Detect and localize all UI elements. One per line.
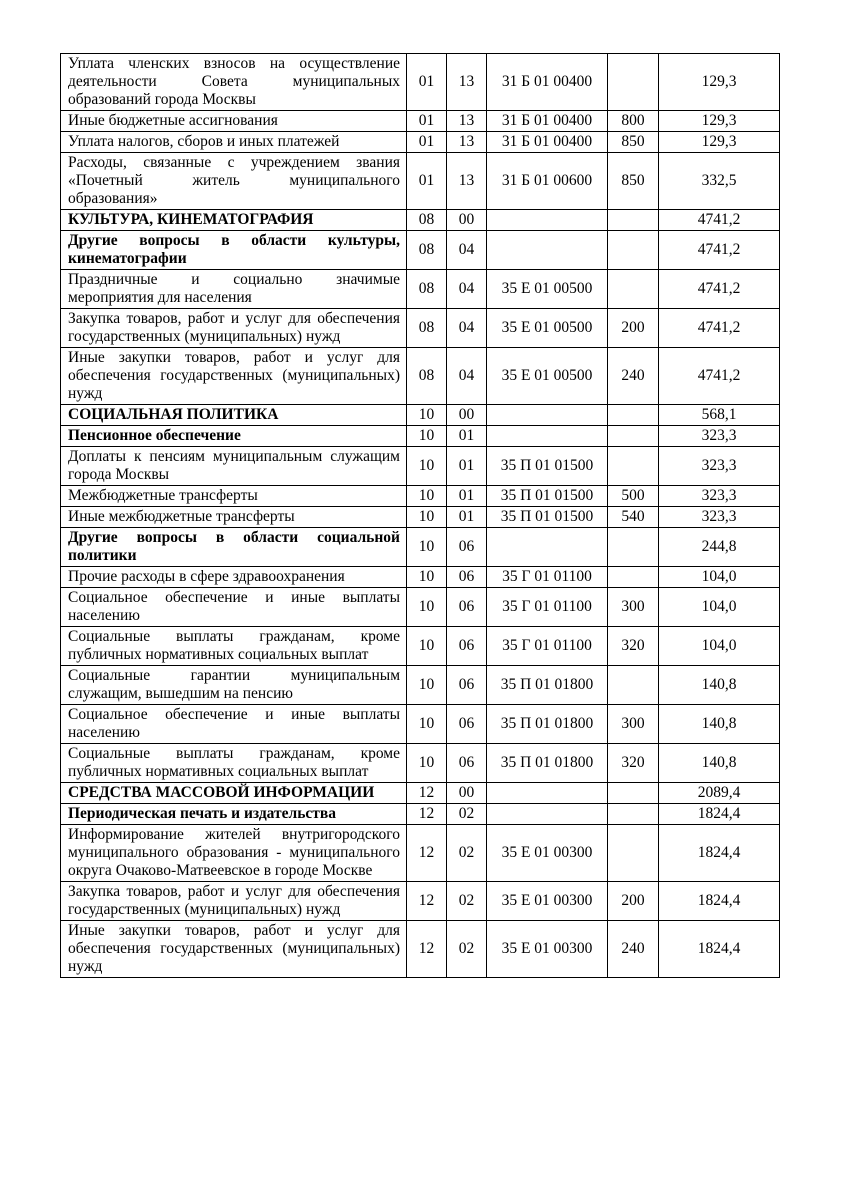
row-section-code-cell: 08 xyxy=(407,270,447,309)
row-subsection-code-cell: 00 xyxy=(447,405,487,426)
row-amount-cell: 104,0 xyxy=(659,627,780,666)
row-amount-cell: 1824,4 xyxy=(659,825,780,882)
row-amount-cell: 323,3 xyxy=(659,507,780,528)
row-section-code-cell: 10 xyxy=(407,567,447,588)
table-row xyxy=(61,804,780,825)
row-subsection-code-cell: 06 xyxy=(447,588,487,627)
row-subsection-code-cell: 13 xyxy=(447,111,487,132)
row-subsection-code-cell: 00 xyxy=(447,783,487,804)
row-subsection-code-cell: 04 xyxy=(447,231,487,270)
row-subsection-code-cell: 13 xyxy=(447,153,487,210)
row-target-article-cell: 35 Е 01 00500 xyxy=(487,270,608,309)
table-row xyxy=(61,231,780,270)
row-subsection-code-cell: 06 xyxy=(447,744,487,783)
row-subsection-code-cell: 01 xyxy=(447,507,487,528)
row-target-article-cell: 35 Г 01 01100 xyxy=(487,567,608,588)
row-name-cell: Социальные выплаты гражданам, кроме публичных нормативных социальных выплат xyxy=(61,744,407,783)
row-expense-type-cell xyxy=(608,783,659,804)
row-section-code-cell: 08 xyxy=(407,348,447,405)
row-subsection-code-cell: 13 xyxy=(447,132,487,153)
row-amount-cell: 129,3 xyxy=(659,132,780,153)
row-name-cell: Доплаты к пенсиям муниципальным служащим города Москвы xyxy=(61,447,407,486)
row-section-code-cell: 01 xyxy=(407,153,447,210)
row-subsection-code-cell: 13 xyxy=(447,54,487,111)
row-amount-cell: 244,8 xyxy=(659,528,780,567)
row-name-cell: Уплата членских взносов на осуществление деятельности Совета муниципальных образований города Москвы xyxy=(61,54,407,111)
row-amount-cell: 104,0 xyxy=(659,567,780,588)
row-name-cell: КУЛЬТУРА, КИНЕМАТОГРАФИЯ xyxy=(61,210,407,231)
row-subsection-code-cell: 06 xyxy=(447,666,487,705)
row-section-code-cell: 08 xyxy=(407,231,447,270)
row-target-article-cell xyxy=(487,783,608,804)
row-expense-type-cell: 200 xyxy=(608,309,659,348)
row-amount-cell: 140,8 xyxy=(659,666,780,705)
row-section-code-cell: 12 xyxy=(407,921,447,978)
row-name-cell: Иные закупки товаров, работ и услуг для обеспечения государственных (муниципальных) нужд xyxy=(61,348,407,405)
table-row xyxy=(61,744,780,783)
row-amount-cell: 140,8 xyxy=(659,705,780,744)
row-subsection-code-cell: 06 xyxy=(447,528,487,567)
table-row xyxy=(61,627,780,666)
table-row xyxy=(61,348,780,405)
table-row xyxy=(61,507,780,528)
table-row xyxy=(61,309,780,348)
row-expense-type-cell: 500 xyxy=(608,486,659,507)
row-expense-type-cell xyxy=(608,54,659,111)
row-amount-cell: 4741,2 xyxy=(659,348,780,405)
row-section-code-cell: 10 xyxy=(407,705,447,744)
row-name-cell: Прочие расходы в сфере здравоохранения xyxy=(61,567,407,588)
row-expense-type-cell xyxy=(608,270,659,309)
row-target-article-cell xyxy=(487,405,608,426)
row-target-article-cell: 35 Е 01 00500 xyxy=(487,348,608,405)
row-target-article-cell: 35 П 01 01500 xyxy=(487,486,608,507)
row-amount-cell: 104,0 xyxy=(659,588,780,627)
row-section-code-cell: 12 xyxy=(407,783,447,804)
row-amount-cell: 1824,4 xyxy=(659,804,780,825)
row-name-cell: Социальные гарантии муниципальным служащим, вышедшим на пенсию xyxy=(61,666,407,705)
row-amount-cell: 323,3 xyxy=(659,447,780,486)
row-section-code-cell: 10 xyxy=(407,588,447,627)
row-target-article-cell: 35 П 01 01500 xyxy=(487,507,608,528)
row-expense-type-cell: 240 xyxy=(608,348,659,405)
row-section-code-cell: 10 xyxy=(407,405,447,426)
row-target-article-cell xyxy=(487,426,608,447)
row-name-cell: Закупка товаров, работ и услуг для обеспечения государственных (муниципальных) нужд xyxy=(61,882,407,921)
table-row xyxy=(61,111,780,132)
row-expense-type-cell xyxy=(608,567,659,588)
table-row xyxy=(61,405,780,426)
row-target-article-cell: 35 П 01 01800 xyxy=(487,744,608,783)
row-name-cell: СОЦИАЛЬНАЯ ПОЛИТИКА xyxy=(61,405,407,426)
row-expense-type-cell: 800 xyxy=(608,111,659,132)
row-subsection-code-cell: 06 xyxy=(447,705,487,744)
row-section-code-cell: 01 xyxy=(407,132,447,153)
row-section-code-cell: 12 xyxy=(407,882,447,921)
row-subsection-code-cell: 02 xyxy=(447,804,487,825)
table-row xyxy=(61,270,780,309)
row-amount-cell: 129,3 xyxy=(659,111,780,132)
row-expense-type-cell: 540 xyxy=(608,507,659,528)
row-target-article-cell: 35 Е 01 00300 xyxy=(487,921,608,978)
table-row xyxy=(61,921,780,978)
table-row xyxy=(61,426,780,447)
row-amount-cell: 4741,2 xyxy=(659,309,780,348)
row-amount-cell: 332,5 xyxy=(659,153,780,210)
table-row xyxy=(61,783,780,804)
row-name-cell: Социальное обеспечение и иные выплаты населению xyxy=(61,705,407,744)
row-section-code-cell: 08 xyxy=(407,309,447,348)
budget-table xyxy=(60,53,780,978)
row-expense-type-cell: 320 xyxy=(608,744,659,783)
row-target-article-cell: 35 Г 01 01100 xyxy=(487,627,608,666)
row-subsection-code-cell: 04 xyxy=(447,309,487,348)
row-name-cell: Социальные выплаты гражданам, кроме публичных нормативных социальных выплат xyxy=(61,627,407,666)
row-target-article-cell xyxy=(487,210,608,231)
table-row xyxy=(61,588,780,627)
row-amount-cell: 4741,2 xyxy=(659,270,780,309)
row-subsection-code-cell: 01 xyxy=(447,426,487,447)
row-expense-type-cell: 850 xyxy=(608,153,659,210)
row-name-cell: Другие вопросы в области культуры, кинематографии xyxy=(61,231,407,270)
row-subsection-code-cell: 04 xyxy=(447,348,487,405)
row-amount-cell: 4741,2 xyxy=(659,231,780,270)
row-expense-type-cell xyxy=(608,210,659,231)
row-expense-type-cell xyxy=(608,528,659,567)
row-expense-type-cell: 300 xyxy=(608,705,659,744)
row-name-cell: Иные бюджетные ассигнования xyxy=(61,111,407,132)
row-amount-cell: 323,3 xyxy=(659,486,780,507)
row-amount-cell: 1824,4 xyxy=(659,921,780,978)
row-target-article-cell: 35 П 01 01500 xyxy=(487,447,608,486)
row-expense-type-cell xyxy=(608,426,659,447)
table-row xyxy=(61,567,780,588)
row-target-article-cell xyxy=(487,804,608,825)
row-section-code-cell: 10 xyxy=(407,528,447,567)
table-row xyxy=(61,210,780,231)
row-section-code-cell: 01 xyxy=(407,111,447,132)
budget-table-body xyxy=(61,54,780,978)
row-section-code-cell: 10 xyxy=(407,447,447,486)
row-section-code-cell: 12 xyxy=(407,804,447,825)
row-expense-type-cell: 300 xyxy=(608,588,659,627)
row-amount-cell: 129,3 xyxy=(659,54,780,111)
row-name-cell: Расходы, связанные с учреждением звания «Почетный житель муниципального образования» xyxy=(61,153,407,210)
row-expense-type-cell: 240 xyxy=(608,921,659,978)
table-row xyxy=(61,153,780,210)
row-name-cell: Другие вопросы в области социальной политики xyxy=(61,528,407,567)
row-section-code-cell: 10 xyxy=(407,507,447,528)
table-row xyxy=(61,705,780,744)
row-subsection-code-cell: 06 xyxy=(447,627,487,666)
row-target-article-cell xyxy=(487,231,608,270)
row-subsection-code-cell: 01 xyxy=(447,447,487,486)
row-target-article-cell: 35 П 01 01800 xyxy=(487,666,608,705)
row-section-code-cell: 10 xyxy=(407,627,447,666)
row-section-code-cell: 10 xyxy=(407,744,447,783)
row-name-cell: Иные закупки товаров, работ и услуг для обеспечения государственных (муниципальных) нужд xyxy=(61,921,407,978)
table-row xyxy=(61,447,780,486)
table-row xyxy=(61,882,780,921)
row-name-cell: Закупка товаров, работ и услуг для обеспечения государственных (муниципальных) нужд xyxy=(61,309,407,348)
row-target-article-cell xyxy=(487,528,608,567)
row-expense-type-cell xyxy=(608,405,659,426)
row-expense-type-cell: 200 xyxy=(608,882,659,921)
row-target-article-cell: 35 Е 01 00500 xyxy=(487,309,608,348)
row-section-code-cell: 01 xyxy=(407,54,447,111)
row-target-article-cell: 35 Е 01 00300 xyxy=(487,882,608,921)
row-expense-type-cell xyxy=(608,231,659,270)
table-row xyxy=(61,528,780,567)
row-section-code-cell: 12 xyxy=(407,825,447,882)
table-row xyxy=(61,666,780,705)
table-row xyxy=(61,132,780,153)
row-expense-type-cell xyxy=(608,447,659,486)
row-subsection-code-cell: 06 xyxy=(447,567,487,588)
row-expense-type-cell xyxy=(608,825,659,882)
row-subsection-code-cell: 04 xyxy=(447,270,487,309)
table-row xyxy=(61,825,780,882)
row-name-cell: Межбюджетные трансферты xyxy=(61,486,407,507)
row-subsection-code-cell: 01 xyxy=(447,486,487,507)
row-name-cell: Пенсионное обеспечение xyxy=(61,426,407,447)
row-amount-cell: 568,1 xyxy=(659,405,780,426)
row-amount-cell: 2089,4 xyxy=(659,783,780,804)
row-section-code-cell: 10 xyxy=(407,666,447,705)
row-expense-type-cell: 320 xyxy=(608,627,659,666)
row-expense-type-cell: 850 xyxy=(608,132,659,153)
row-expense-type-cell xyxy=(608,804,659,825)
row-name-cell: Периодическая печать и издательства xyxy=(61,804,407,825)
row-section-code-cell: 08 xyxy=(407,210,447,231)
row-subsection-code-cell: 00 xyxy=(447,210,487,231)
row-amount-cell: 4741,2 xyxy=(659,210,780,231)
row-target-article-cell: 31 Б 01 00400 xyxy=(487,111,608,132)
row-amount-cell: 140,8 xyxy=(659,744,780,783)
row-subsection-code-cell: 02 xyxy=(447,882,487,921)
table-row xyxy=(61,54,780,111)
row-name-cell: СРЕДСТВА МАССОВОЙ ИНФОРМАЦИИ xyxy=(61,783,407,804)
row-subsection-code-cell: 02 xyxy=(447,921,487,978)
row-expense-type-cell xyxy=(608,666,659,705)
row-target-article-cell: 31 Б 01 00600 xyxy=(487,153,608,210)
row-subsection-code-cell: 02 xyxy=(447,825,487,882)
row-name-cell: Информирование жителей внутригородского муниципального образования - муниципального округа Очаково-Матвеевское в городе Москве xyxy=(61,825,407,882)
row-target-article-cell: 35 П 01 01800 xyxy=(487,705,608,744)
row-amount-cell: 1824,4 xyxy=(659,882,780,921)
row-target-article-cell: 35 Г 01 01100 xyxy=(487,588,608,627)
table-row xyxy=(61,486,780,507)
row-name-cell: Социальное обеспечение и иные выплаты населению xyxy=(61,588,407,627)
row-target-article-cell: 35 Е 01 00300 xyxy=(487,825,608,882)
row-name-cell: Праздничные и социально значимые мероприятия для населения xyxy=(61,270,407,309)
row-section-code-cell: 10 xyxy=(407,486,447,507)
row-target-article-cell: 31 Б 01 00400 xyxy=(487,54,608,111)
row-section-code-cell: 10 xyxy=(407,426,447,447)
row-target-article-cell: 31 Б 01 00400 xyxy=(487,132,608,153)
row-name-cell: Иные межбюджетные трансферты xyxy=(61,507,407,528)
row-amount-cell: 323,3 xyxy=(659,426,780,447)
row-name-cell: Уплата налогов, сборов и иных платежей xyxy=(61,132,407,153)
